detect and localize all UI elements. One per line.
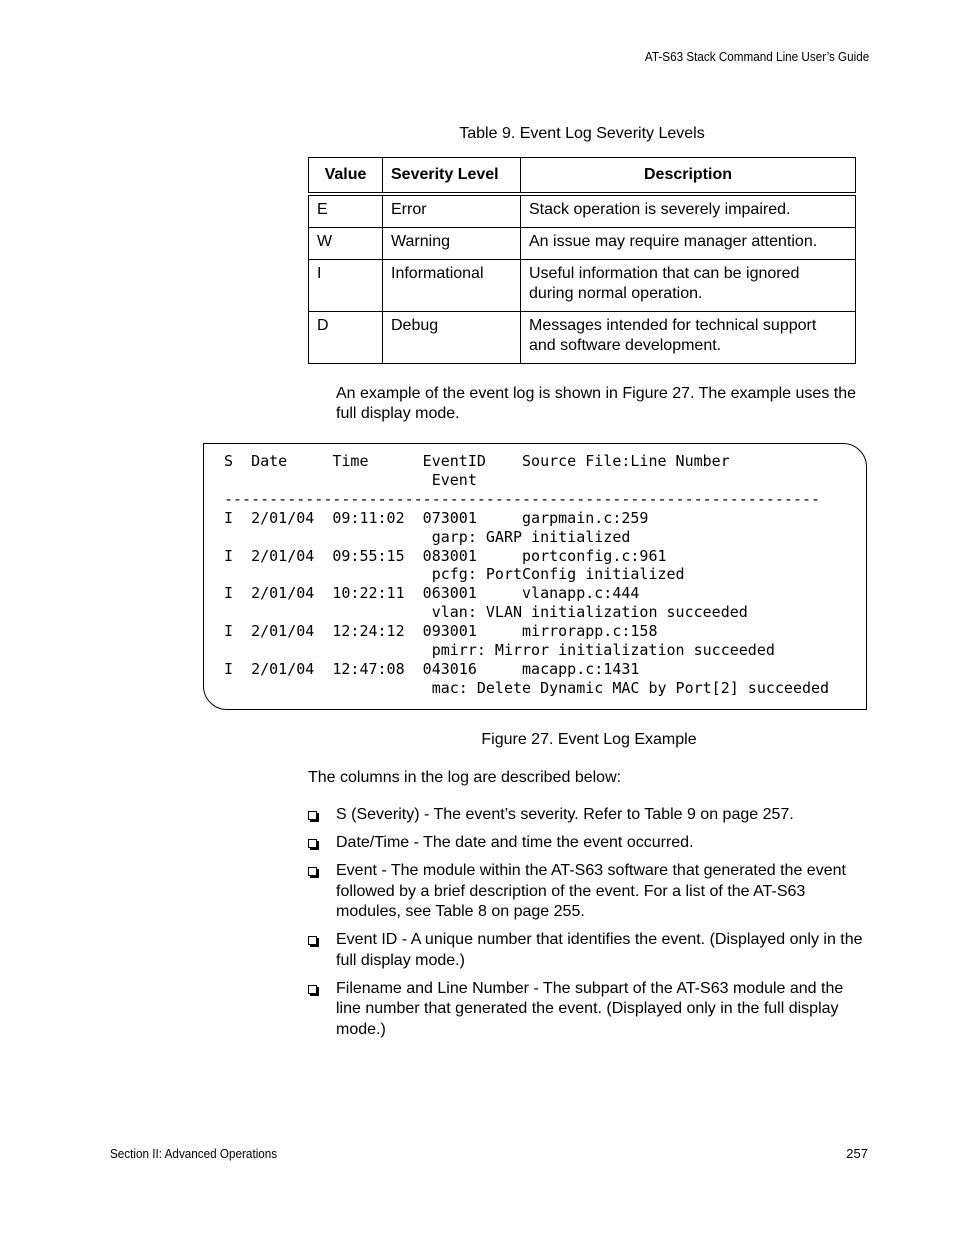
- list-item: [308, 930, 868, 971]
- box-bullet-icon: [308, 811, 317, 820]
- box-bullet-icon: [308, 936, 317, 945]
- table-row: [309, 228, 856, 260]
- table-cell: D: [309, 312, 383, 364]
- table-row: [309, 260, 856, 312]
- running-header: AT-S63 Stack Command Line User’s Guide: [644, 49, 869, 64]
- log-entry-message: vlan: VLAN initialization succeeded: [224, 603, 748, 622]
- log-entry-line: I 2/01/04 09:11:02 073001 garpmain.c:259: [224, 508, 649, 527]
- box-bullet-icon: [308, 839, 317, 848]
- list-item-text: Filename and Line Number - The subpart of the AT-S63 module and the line number that generated the event. (Displayed only in the full display mode.): [336, 979, 844, 1038]
- table-cell: Stack operation is severely impaired.: [521, 194, 856, 228]
- list-item: [308, 861, 868, 923]
- list-item-text: Event - The module within the AT-S63 software that generated the event followed by a brief description of the event. For a list of the AT-S63 modules, see Table 8 on page 255.: [336, 862, 846, 920]
- table-row: [309, 194, 856, 228]
- log-separator: ------------------------------------------------------------------: [224, 489, 821, 508]
- intro-paragraph: An example of the event log is shown in Figure 27. The example uses the full display mode.: [336, 385, 857, 422]
- list-item: [308, 979, 868, 1041]
- table-cell: W: [309, 228, 383, 260]
- table-cell: Useful information that can be ignored during normal operation.: [521, 260, 856, 312]
- table-cell: Warning: [383, 228, 521, 260]
- columns-intro-paragraph: The columns in the log are described below:: [308, 769, 622, 786]
- log-header-line: Event: [224, 470, 477, 489]
- log-entry-line: I 2/01/04 09:55:15 083001 portconfig.c:961: [224, 546, 667, 565]
- page-number: 257: [846, 1146, 868, 1161]
- list-item: [308, 833, 868, 854]
- severity-table: [308, 157, 856, 364]
- column-header-description: Description: [521, 158, 856, 195]
- list-item-text: Date/Time - The date and time the event occurred.: [336, 834, 694, 851]
- column-header-value: Value: [309, 158, 383, 195]
- list-item-text: Event ID - A unique number that identifies the event. (Displayed only in the full display mode.): [336, 931, 863, 969]
- log-entry-message: pmirr: Mirror initialization succeeded: [224, 641, 775, 660]
- table-cell: Debug: [383, 312, 521, 364]
- table-header-row: [309, 158, 856, 195]
- table-row: [309, 312, 856, 364]
- footer-section-title: Section II: Advanced Operations: [110, 1146, 278, 1161]
- table-cell: I: [309, 260, 383, 312]
- list-item-text: S (Severity) - The event’s severity. Refer to Table 9 on page 257.: [336, 806, 794, 823]
- column-header-severity-level: Severity Level: [383, 158, 521, 195]
- box-bullet-icon: [308, 985, 317, 994]
- list-item: [308, 805, 868, 826]
- column-description-list: [308, 805, 868, 1048]
- table-cell: An issue may require manager attention.: [521, 228, 856, 260]
- log-example: [224, 452, 829, 698]
- table-cell: Error: [383, 194, 521, 228]
- box-bullet-icon: [308, 867, 317, 876]
- table-cell: E: [309, 194, 383, 228]
- figure-caption: Figure 27. Event Log Example: [481, 731, 697, 748]
- log-header-line: S Date Time EventID Source File:Line Number: [224, 452, 730, 470]
- log-entry-message: mac: Delete Dynamic MAC by Port[2] succeeded: [224, 678, 830, 697]
- table-cell: Informational: [383, 260, 521, 312]
- log-entry-line: I 2/01/04 10:22:11 063001 vlanapp.c:444: [224, 584, 640, 603]
- table-cell: Messages intended for technical support and software development.: [521, 312, 856, 364]
- log-entry-message: pcfg: PortConfig initialized: [224, 565, 685, 584]
- log-entry-line: I 2/01/04 12:24:12 093001 mirrorapp.c:158: [224, 622, 658, 641]
- log-entry-message: garp: GARP initialized: [224, 527, 631, 546]
- log-entry-line: I 2/01/04 12:47:08 043016 macapp.c:1431: [224, 659, 640, 678]
- table-caption: Table 9. Event Log Severity Levels: [459, 125, 705, 142]
